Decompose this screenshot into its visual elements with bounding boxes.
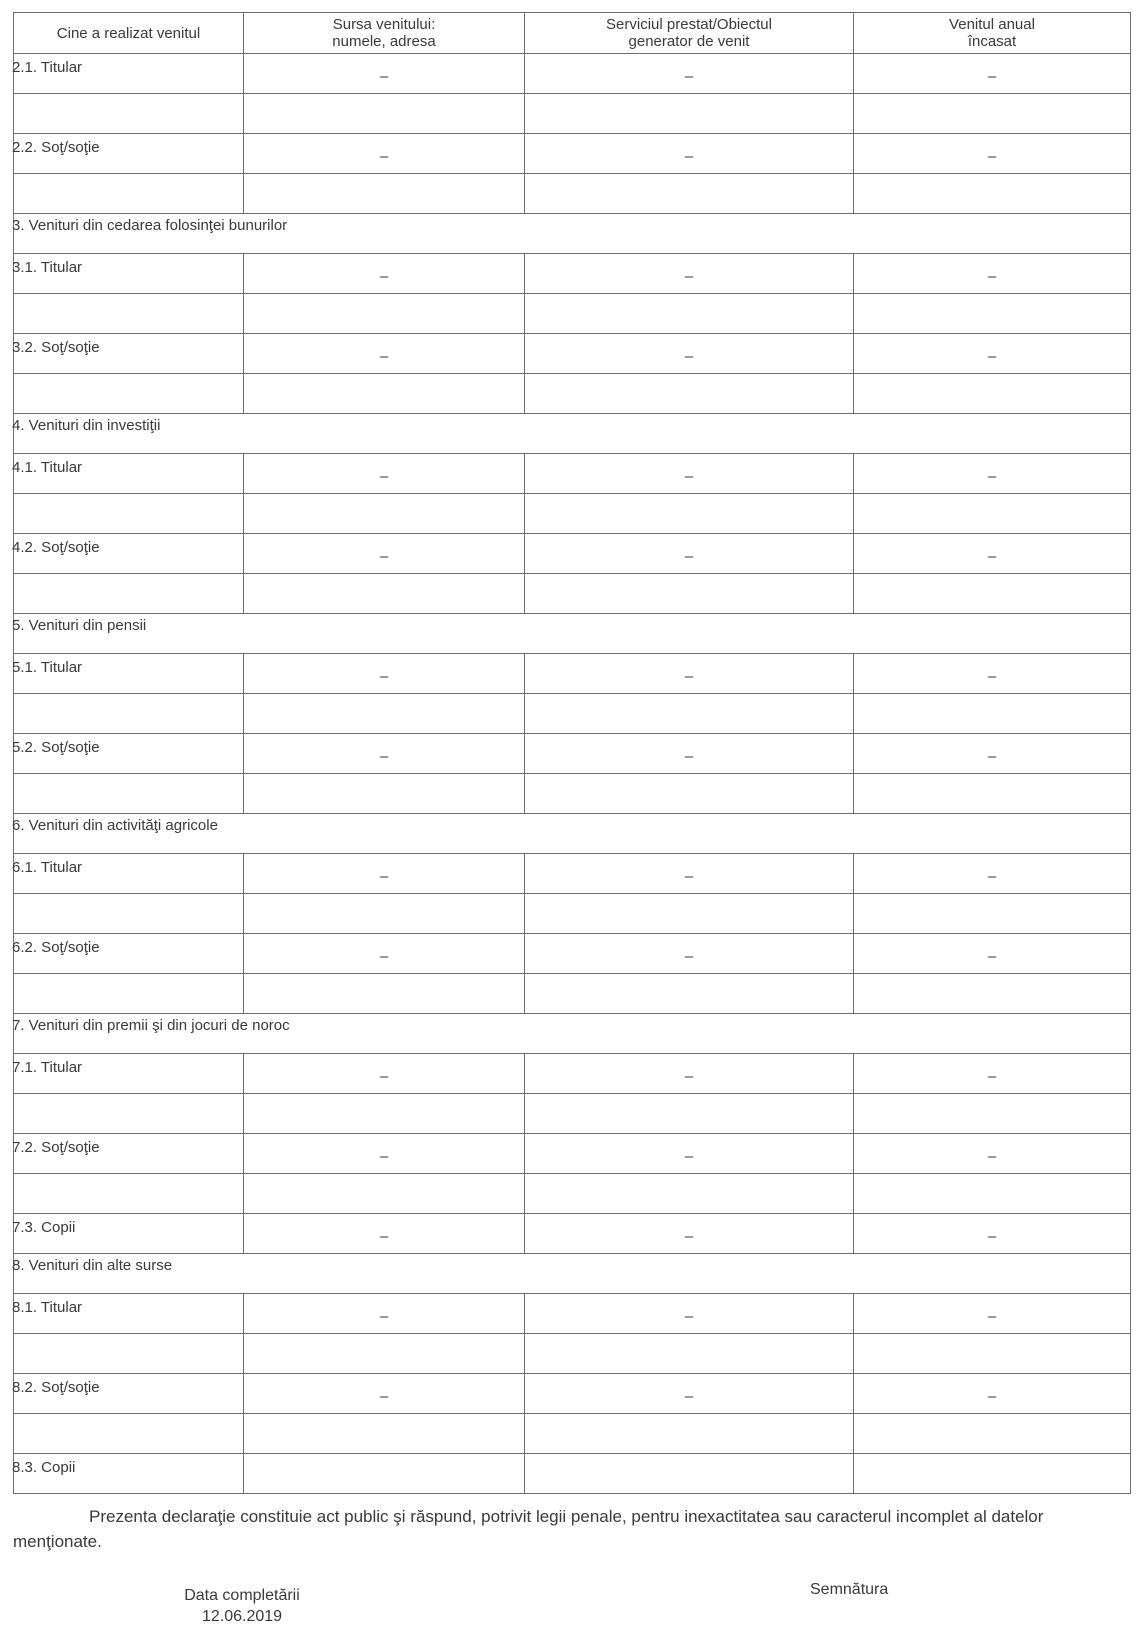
service-cell: – (525, 1294, 854, 1334)
table-row (14, 1214, 1131, 1254)
table-row (14, 134, 1131, 174)
source-cell: – (244, 1374, 525, 1414)
blank-cell (854, 94, 1131, 134)
blank-cell (525, 94, 854, 134)
section-title: 3. Venituri din cedarea folosinţei bunurilor (14, 214, 1131, 254)
section-title: 6. Venituri din activităţi agricole (14, 814, 1131, 854)
who-cell: 2.2. Soţ/soţie (14, 134, 244, 174)
blank-row (14, 774, 1131, 814)
blank-cell (244, 94, 525, 134)
blank-cell (14, 94, 244, 134)
blank-cell (525, 694, 854, 734)
declaration-statement: Prezenta declaraţie constituie act public şi răspund, potrivit legii penale, pentru inexactitatea sau caracterul incomplet al datelor menţionate. (13, 1507, 1044, 1551)
who-cell: 3.1. Titular (14, 254, 244, 294)
income-table (13, 12, 1131, 1494)
section-row (14, 1254, 1131, 1294)
section-title: 5. Venituri din pensii (14, 614, 1131, 654)
blank-cell (525, 1414, 854, 1454)
blank-row (14, 974, 1131, 1014)
service-cell: – (525, 1054, 854, 1094)
table-row (14, 454, 1131, 494)
who-cell: 8.1. Titular (14, 1294, 244, 1334)
table-row (14, 254, 1131, 294)
header-income: Venitul anual încasat (854, 13, 1131, 54)
source-cell: – (244, 1054, 525, 1094)
source-cell: – (244, 254, 525, 294)
blank-cell (14, 1414, 244, 1454)
who-cell: 8.3. Copii (14, 1454, 244, 1494)
blank-cell (525, 1174, 854, 1214)
blank-cell (525, 1334, 854, 1374)
income-cell: – (854, 1054, 1131, 1094)
table-row (14, 654, 1131, 694)
blank-row (14, 1094, 1131, 1134)
service-cell: – (525, 654, 854, 694)
service-cell: – (525, 134, 854, 174)
section-title: 8. Venituri din alte surse (14, 1254, 1131, 1294)
blank-cell (525, 174, 854, 214)
source-cell: – (244, 654, 525, 694)
blank-cell (244, 374, 525, 414)
blank-cell (244, 294, 525, 334)
service-cell: – (525, 454, 854, 494)
income-cell: – (854, 254, 1131, 294)
who-cell: 5.1. Titular (14, 654, 244, 694)
table-row (14, 534, 1131, 574)
who-cell: 4.2. Soţ/soţie (14, 534, 244, 574)
blank-cell (525, 1094, 854, 1134)
income-cell: – (854, 854, 1131, 894)
header-service: Serviciul prestat/Obiectul generator de venit (525, 13, 854, 54)
income-cell: – (854, 654, 1131, 694)
blank-row (14, 1334, 1131, 1374)
blank-cell (244, 494, 525, 534)
completion-date-value: 12.06.2019 (201, 1608, 283, 1625)
header-source: Sursa venitului: numele, adresa (244, 13, 525, 54)
blank-cell (14, 1094, 244, 1134)
blank-row (14, 1414, 1131, 1454)
who-cell: 7.3. Copii (14, 1214, 244, 1254)
service-cell (525, 1454, 854, 1494)
blank-row (14, 574, 1131, 614)
blank-cell (244, 1414, 525, 1454)
blank-cell (525, 974, 854, 1014)
source-cell: – (244, 854, 525, 894)
income-cell: – (854, 454, 1131, 494)
section-row (14, 1014, 1131, 1054)
income-cell: – (854, 1374, 1131, 1414)
section-title: 4. Venituri din investiţii (14, 414, 1131, 454)
service-cell: – (525, 854, 854, 894)
income-cell: – (854, 54, 1131, 94)
blank-cell (854, 374, 1131, 414)
income-table-body (14, 54, 1131, 1494)
blank-cell (14, 1334, 244, 1374)
table-row (14, 734, 1131, 774)
section-row (14, 414, 1131, 454)
blank-cell (14, 494, 244, 534)
blank-cell (854, 974, 1131, 1014)
blank-cell (244, 1174, 525, 1214)
blank-cell (854, 774, 1131, 814)
blank-cell (854, 894, 1131, 934)
blank-cell (525, 294, 854, 334)
table-row (14, 1054, 1131, 1094)
who-cell: 6.1. Titular (14, 854, 244, 894)
service-cell: – (525, 534, 854, 574)
who-cell: 7.2. Soţ/soţie (14, 1134, 244, 1174)
table-row (14, 334, 1131, 374)
blank-cell (14, 694, 244, 734)
blank-cell (854, 1174, 1131, 1214)
section-row (14, 614, 1131, 654)
blank-row (14, 1174, 1131, 1214)
blank-cell (244, 574, 525, 614)
table-row (14, 854, 1131, 894)
income-cell (854, 1454, 1131, 1494)
income-cell: – (854, 134, 1131, 174)
blank-cell (854, 694, 1131, 734)
who-cell: 2.1. Titular (14, 54, 244, 94)
blank-cell (244, 174, 525, 214)
table-row (14, 54, 1131, 94)
blank-row (14, 94, 1131, 134)
source-cell: – (244, 454, 525, 494)
source-cell: – (244, 54, 525, 94)
source-cell: – (244, 534, 525, 574)
blank-cell (525, 894, 854, 934)
blank-cell (14, 774, 244, 814)
table-row (14, 1294, 1131, 1334)
blank-row (14, 494, 1131, 534)
service-cell: – (525, 1214, 854, 1254)
source-cell: – (244, 1214, 525, 1254)
completion-date-label: Data completării (184, 1587, 300, 1604)
blank-row (14, 174, 1131, 214)
blank-cell (854, 574, 1131, 614)
blank-cell (854, 1414, 1131, 1454)
blank-cell (14, 974, 244, 1014)
section-row (14, 214, 1131, 254)
income-cell: – (854, 1134, 1131, 1174)
blank-cell (525, 494, 854, 534)
table-header-row (14, 13, 1131, 54)
completion-date-block (162, 1585, 322, 1627)
blank-cell (854, 1094, 1131, 1134)
income-cell: – (854, 934, 1131, 974)
table-row (14, 1134, 1131, 1174)
blank-cell (854, 174, 1131, 214)
who-cell: 6.2. Soţ/soţie (14, 934, 244, 974)
source-cell (244, 1454, 525, 1494)
section-row (14, 814, 1131, 854)
who-cell: 5.2. Soţ/soţie (14, 734, 244, 774)
blank-row (14, 294, 1131, 334)
income-cell: – (854, 734, 1131, 774)
blank-cell (14, 894, 244, 934)
blank-cell (14, 174, 244, 214)
blank-cell (14, 294, 244, 334)
blank-cell (14, 1174, 244, 1214)
source-cell: – (244, 734, 525, 774)
blank-cell (244, 1094, 525, 1134)
who-cell: 3.2. Soţ/soţie (14, 334, 244, 374)
source-cell: – (244, 1294, 525, 1334)
blank-cell (525, 574, 854, 614)
signature-label: Semnătura (810, 1581, 889, 1598)
table-row (14, 934, 1131, 974)
table-row (14, 1454, 1131, 1494)
blank-row (14, 894, 1131, 934)
who-cell: 7.1. Titular (14, 1054, 244, 1094)
source-cell: – (244, 334, 525, 374)
blank-cell (854, 1334, 1131, 1374)
blank-cell (525, 774, 854, 814)
service-cell: – (525, 54, 854, 94)
table-row (14, 1374, 1131, 1414)
blank-row (14, 694, 1131, 734)
service-cell: – (525, 334, 854, 374)
source-cell: – (244, 934, 525, 974)
who-cell: 8.2. Soţ/soţie (14, 1374, 244, 1414)
blank-cell (244, 1334, 525, 1374)
service-cell: – (525, 254, 854, 294)
blank-cell (244, 774, 525, 814)
header-who: Cine a realizat venitul (14, 13, 244, 54)
source-cell: – (244, 1134, 525, 1174)
blank-cell (244, 974, 525, 1014)
income-cell: – (854, 334, 1131, 374)
service-cell: – (525, 1374, 854, 1414)
section-title: 7. Venituri din premii şi din jocuri de noroc (14, 1014, 1131, 1054)
blank-cell (14, 574, 244, 614)
service-cell: – (525, 934, 854, 974)
income-cell: – (854, 1214, 1131, 1254)
blank-cell (854, 294, 1131, 334)
blank-cell (525, 374, 854, 414)
service-cell: – (525, 1134, 854, 1174)
blank-cell (244, 894, 525, 934)
blank-cell (14, 374, 244, 414)
income-cell: – (854, 1294, 1131, 1334)
blank-row (14, 374, 1131, 414)
source-cell: – (244, 134, 525, 174)
blank-cell (854, 494, 1131, 534)
blank-cell (244, 694, 525, 734)
income-cell: – (854, 534, 1131, 574)
who-cell: 4.1. Titular (14, 454, 244, 494)
service-cell: – (525, 734, 854, 774)
